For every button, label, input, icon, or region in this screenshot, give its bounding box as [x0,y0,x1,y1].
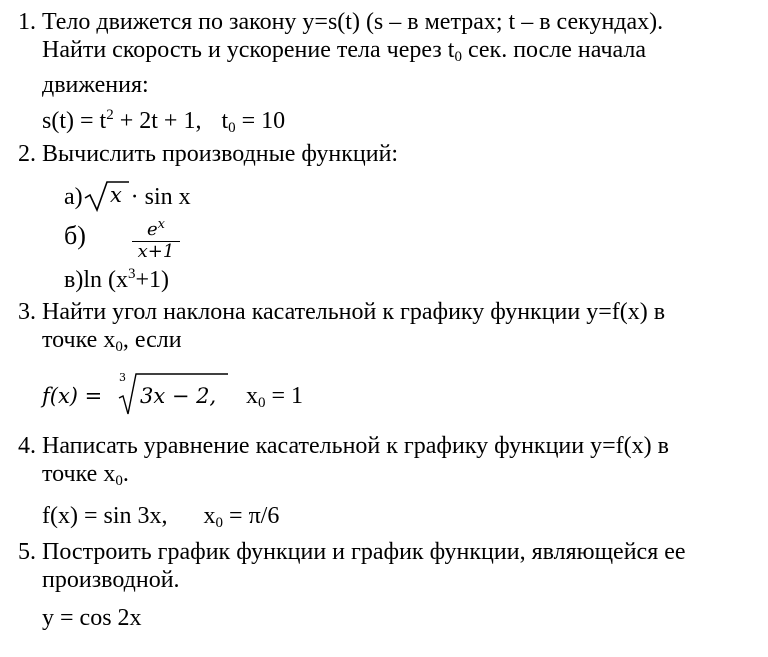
problem-number: 1. [18,9,36,35]
item-label: б) [64,221,86,250]
text-segment: точке x [42,327,116,353]
formula-2a [64,180,191,214]
superscript: x [157,217,165,232]
text-segment: Найти скорость и ускорение тела через t [42,37,455,63]
x0-symbol: x [203,503,216,529]
formula-lhs: f(x) = [42,384,103,408]
problem-line [42,460,757,495]
x0-value: = 1 [271,383,304,409]
problem-line: Построить график функции и график функции, являющейся ее [42,539,686,565]
subscript: 0 [215,515,224,531]
root-index: 3 [119,371,126,384]
problem-number: 3. [18,299,36,325]
problem-number: 5. [18,539,36,565]
text-segment: . [122,461,129,487]
formula-rest: · sin x [130,184,191,210]
problem-line [42,326,757,361]
item-label: а) [64,184,83,210]
text-segment: точке x [42,461,116,487]
text-segment: +1) [135,267,170,293]
x0-condition [246,382,303,417]
superscript: 3 [128,266,136,282]
subscript: 0 [115,339,123,355]
radicand: 3x − 2, [140,384,217,408]
square-root-icon [83,180,129,212]
formula-lhs: f(x) = sin 3x, [42,503,168,529]
problem-line: производной. [42,567,180,593]
problem-number: 2. [18,141,36,167]
subscript: 0 [115,473,123,489]
subscript: 0 [454,49,462,65]
x0-symbol: x [246,383,258,409]
problem-text [42,8,757,99]
problem-text [42,298,757,361]
formula-2v [64,260,169,294]
t0-symbol: t [221,108,229,134]
text-segment: , если [122,327,182,353]
formula-lhs: s(t) = t [42,108,107,134]
superscript: 2 [106,107,114,123]
subscript: 0 [258,395,266,411]
problem-text [42,432,757,495]
problem-text: Вычислить производные функций: [42,141,399,167]
problem-line [42,36,757,71]
x0-value: = π/6 [229,503,280,529]
problem-text [42,538,757,594]
problem-line: Найти угол наклона касательной к графику функции y=f(x) в [42,299,666,325]
text-segment: ln (x [83,267,128,293]
problem-line: движения: [42,72,149,98]
denominator: x+1 [137,241,175,262]
text-segment: e [147,219,158,240]
numerator [132,216,180,239]
cube-root-icon [118,372,228,416]
formula-rest: + 2t + 1, [119,108,202,134]
formula-5: y = cos 2x [42,605,142,631]
text-segment: сек. после начала [467,37,647,63]
formula-4 [42,502,279,537]
problem-line: Написать уравнение касательной к графику функции y=f(x) в [42,433,669,459]
subscript: 0 [228,120,236,136]
formula-1 [42,101,285,142]
problem-number: 4. [18,433,36,459]
problem-line: Тело движется по закону y=s(t) (s – в метрах; t – в секундах). [42,9,664,35]
item-label: в) [64,267,84,293]
t0-value: = 10 [241,108,286,134]
fraction [132,216,180,262]
radicand: x [109,183,122,207]
